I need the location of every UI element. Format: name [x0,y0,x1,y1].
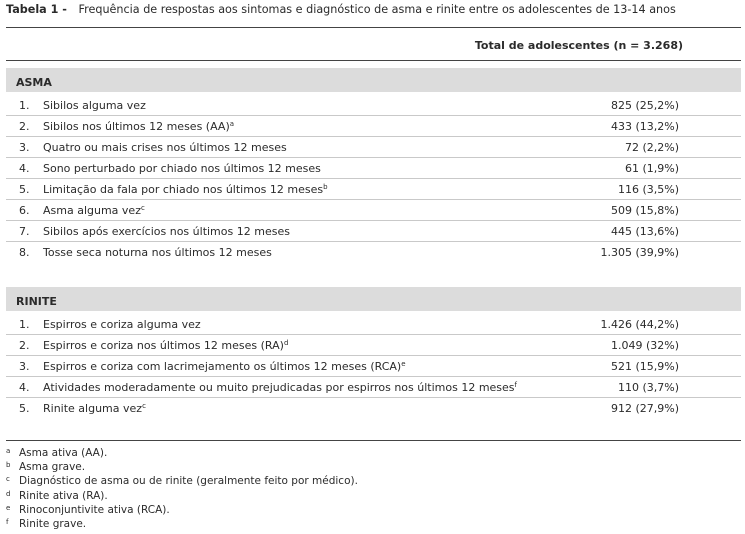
table-row [6,137,741,158]
row-label [43,183,328,196]
row-label [43,381,517,394]
row-label [43,120,234,133]
row-label [43,99,146,112]
row-value: 116 (3,5%) [617,183,679,196]
row-value: 912 (27,9%) [610,402,679,415]
row-value: 509 (15,8%) [610,204,679,217]
row-label-text: Asma alguma vez [43,204,141,217]
footnote-mark: b [6,461,11,470]
row-label [43,204,145,217]
row-number: 2. [19,339,30,352]
row-label [43,402,146,415]
row-value: 825 (25,2%) [610,99,679,112]
row-label [43,141,287,154]
row-label [43,318,201,331]
row-value: 61 (1,9%) [624,162,679,175]
row-label-text: Espirros e coriza com lacrimejamento os últimos 12 meses (RCA) [43,360,402,373]
row-number: 6. [19,204,30,217]
row-number: 5. [19,183,30,196]
row-number: 7. [19,225,30,238]
table-row [6,314,741,335]
row-number: 3. [19,360,30,373]
row-label-text: Limitação da fala por chiado nos últimos 12 meses [43,183,324,196]
row-label [43,360,406,373]
row-label-text: Atividades moderadamente ou muito prejudicadas por espirros nos últimos 12 meses [43,381,515,394]
row-label-text: Espirros e coriza alguma vez [43,318,201,331]
row-label [43,162,321,175]
section-title: ASMA [16,76,52,89]
row-number: 1. [19,99,30,112]
footnote-text: Rinite ativa (RA). [19,489,108,502]
footnote-marker: d [283,339,289,347]
row-value: 433 (13,2%) [610,120,679,133]
table-row [6,200,741,221]
row-number: 5. [19,402,30,415]
row-label-text: Rinite alguma vez [43,402,143,415]
row-value: 521 (15,9%) [610,360,679,373]
table-row [6,221,741,242]
caption-label: Tabela 1 - [6,3,67,16]
table-row [6,116,741,137]
row-number: 4. [19,162,30,175]
row-label-text: Espirros e coriza nos últimos 12 meses (RA) [43,339,284,352]
footnote [6,504,170,516]
table-row [6,398,741,419]
footnote-mark: a [6,447,11,455]
row-label [43,246,272,259]
caption-text: Frequência de respostas aos sintomas e diagnóstico de asma e rinite entre os adolescentes de 13-14 anos [78,3,676,16]
footnote-marker: b [323,183,328,191]
footnote-mark: f [6,518,9,526]
footnote-text: Rinite grave. [19,518,87,530]
footnote [6,490,108,502]
footnote-mark: e [6,503,11,512]
table-row [6,158,741,179]
row-value: 110 (3,7%) [617,381,679,394]
row-value: 445 (13,6%) [610,225,679,238]
row-value: 1.426 (44,2%) [600,318,679,331]
row-label-text: Sibilos nos últimos 12 meses (AA) [43,120,230,133]
bottom-rule [6,440,741,441]
row-number: 8. [19,246,30,259]
section-title: RINITE [16,295,57,308]
row-value: 1.049 (32%) [610,339,679,352]
footnote-text: Rinoconjuntivite ativa (RCA). [19,503,170,516]
footnote-text: Asma ativa (AA). [19,447,108,459]
table-caption [6,3,676,16]
row-label [43,225,290,238]
table-row [6,377,741,398]
row-label-text: Sibilos alguma vez [43,99,146,112]
footnote-text: Diagnóstico de asma ou de rinite (geralmente feito por médico). [19,475,358,488]
table-row [6,356,741,377]
row-label-text: Quatro ou mais crises nos últimos 12 meses [43,141,287,154]
footnote [6,461,85,473]
footnote-mark: d [6,489,11,498]
footnote-marker: c [142,402,146,410]
footnote-marker: c [140,204,145,212]
footnote-marker: a [229,120,235,128]
footnote-marker: f [514,381,518,389]
section-header-1 [6,287,741,311]
row-number: 2. [19,120,30,133]
footnote-mark: c [6,475,10,484]
row-label-text: Sono perturbado por chiado nos últimos 12 meses [43,162,321,175]
footnote [6,447,107,459]
footnote-marker: e [401,360,406,368]
row-number: 4. [19,381,30,394]
row-number: 1. [19,318,30,331]
row-label-text: Tosse seca noturna nos últimos 12 meses [43,246,272,259]
table-row [6,95,741,116]
table-row [6,179,741,200]
table-row [6,242,741,263]
footnote [6,475,358,487]
row-label [43,339,288,352]
section-header-0 [6,68,741,92]
footnote-text: Asma grave. [19,461,86,474]
row-value: 1.305 (39,9%) [600,246,679,259]
top-rule [6,27,741,28]
row-label-text: Sibilos após exercícios nos últimos 12 meses [43,225,290,238]
table-row [6,335,741,356]
column-header: Total de adolescentes (n = 3.268) [474,39,683,52]
row-value: 72 (2,2%) [624,141,679,154]
header-rule [6,60,741,61]
footnote [6,518,86,530]
row-number: 3. [19,141,30,154]
